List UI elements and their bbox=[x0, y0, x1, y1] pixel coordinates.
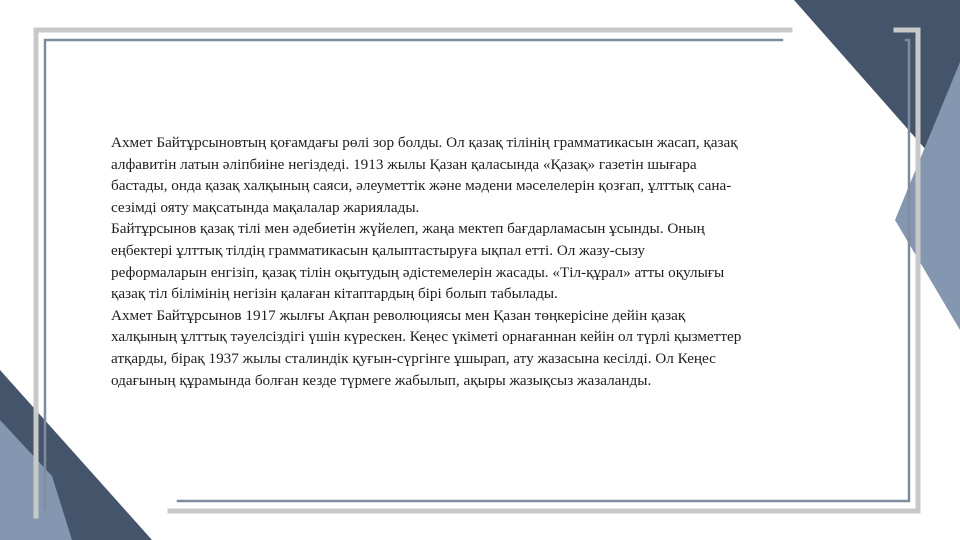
text-line: бастады, онда қазақ халқының саяси, әлеуметтік және мәдени мәселелерін қозғап, ұлттық сана- bbox=[111, 177, 732, 195]
text-line: қазақ тіл білімінің негізін қалаған кітаптардың бірі болып табылады. bbox=[111, 285, 558, 303]
text-line: сезімді ояту мақсатында мақалалар жариялады. bbox=[111, 198, 420, 216]
text-line: реформаларын енгізіп, қазақ тілін оқытудың әдістемелерін жасады. «Тіл-құрал» атты оқулығы bbox=[111, 263, 725, 281]
paragraph-1 bbox=[111, 132, 871, 218]
text-line: одағының құрамында болған кезде түрмеге жабылып, ақыры жазықсыз жазаланды. bbox=[111, 371, 652, 389]
text-line: Ахмет Байтұрсынов 1917 жылғы Ақпан революциясы мен Қазан төңкерісіне дейін қазақ bbox=[111, 306, 686, 324]
text-line: алфавитін латын әліпбиіне негіздеді. 1913 жылы Қазан қаласында «Қазақ» газетін шығара bbox=[111, 155, 697, 173]
text-line: халқының ұлттық тәуелсіздігі үшін күрескен. Кеңес үкіметі орнағаннан кейін ол түрлі қызметтер bbox=[111, 328, 742, 346]
paragraph-2 bbox=[111, 218, 871, 304]
text-line: Ахмет Байтұрсыновтың қоғамдағы рөлі зор болды. Ол қазақ тілінің грамматикасын жасап, қазақ bbox=[111, 134, 738, 151]
text-line: атқарды, бірақ 1937 жылы сталиндік қуғын-сүргінге ұшырап, ату жазасына кесілді. Ол Кеңес bbox=[111, 349, 716, 367]
paragraph-3 bbox=[111, 305, 871, 391]
text-line: еңбектері ұлттық тілдің грамматикасын қалыптастыруға ықпал етті. Ол жазу-сызу bbox=[111, 241, 645, 259]
text-line: Байтұрсынов қазақ тілі мен әдебиетін жүйелеп, жаңа мектеп бағдарламасын ұсынды. Оның bbox=[111, 220, 705, 238]
body-text bbox=[111, 132, 871, 391]
